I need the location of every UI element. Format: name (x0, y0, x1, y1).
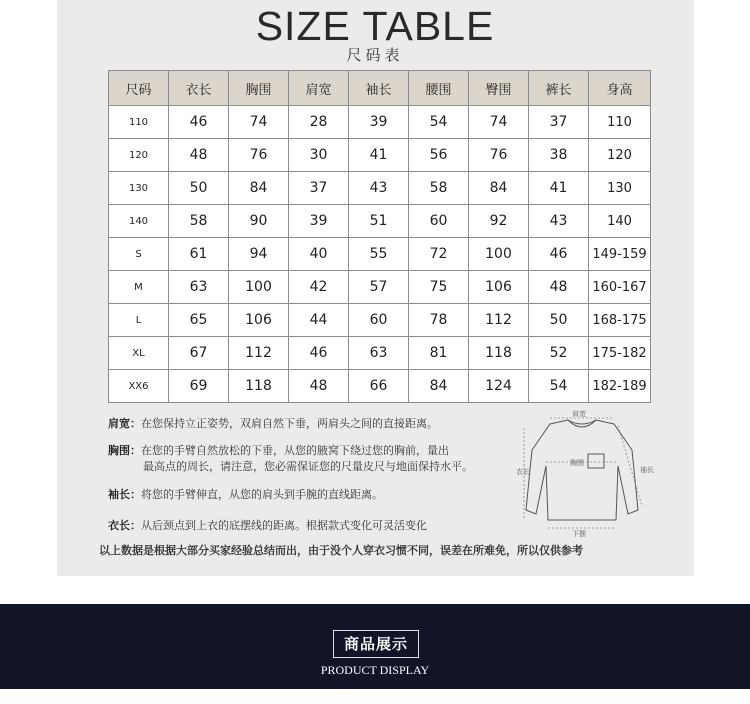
disclaimer-text: 以上数据是根据大部分买家经验总结而出，由于没个人穿衣习惯不同，误差在所难免，所以仅供参考 (99, 544, 583, 557)
shoulder-measure-label: 肩宽 (572, 410, 586, 418)
length-measure-label: 衣长 (516, 468, 530, 476)
measure-cell: 66 (349, 370, 409, 403)
measure-cell: 130 (589, 172, 651, 205)
measure-cell: 160-167 (589, 271, 651, 304)
measure-cell: 112 (229, 337, 289, 370)
measure-cell: 67 (169, 337, 229, 370)
measure-cell: 48 (169, 139, 229, 172)
measure-cell: 60 (409, 205, 469, 238)
column-header: 衣长 (169, 71, 229, 106)
measure-cell: 55 (349, 238, 409, 271)
measure-cell: 72 (409, 238, 469, 271)
measure-cell: 76 (469, 139, 529, 172)
table-header-row (109, 71, 651, 106)
size-cell: 110 (109, 106, 169, 139)
measure-cell: 39 (289, 205, 349, 238)
note-text: 在您保持立正姿势，双肩自然下垂，两肩头之间的直接距离。 (141, 417, 438, 430)
measure-cell: 65 (169, 304, 229, 337)
measure-cell: 41 (349, 139, 409, 172)
measure-cell: 58 (169, 205, 229, 238)
chest-measure-label: 胸围 (570, 459, 584, 467)
column-header: 尺码 (109, 71, 169, 106)
measure-cell: 120 (589, 139, 651, 172)
measure-cell: 46 (169, 106, 229, 139)
measure-cell: 43 (529, 205, 589, 238)
table-row (109, 370, 651, 403)
measure-cell: 84 (409, 370, 469, 403)
size-cell: M (109, 271, 169, 304)
table-row (109, 139, 651, 172)
sweater-outline-icon (526, 420, 638, 520)
size-cell: 140 (109, 205, 169, 238)
size-cell: S (109, 238, 169, 271)
column-header: 裤长 (529, 71, 589, 106)
measure-cell: 37 (289, 172, 349, 205)
size-cell: 130 (109, 172, 169, 205)
measure-cell: 38 (529, 139, 589, 172)
note-length (108, 518, 427, 534)
measure-cell: 100 (229, 271, 289, 304)
measure-cell: 84 (229, 172, 289, 205)
measure-cell: 46 (289, 337, 349, 370)
size-cell: XL (109, 337, 169, 370)
page-subtitle: 尺码表 (346, 46, 404, 64)
table-row (109, 106, 651, 139)
measure-cell: 110 (589, 106, 651, 139)
measure-cell: 44 (289, 304, 349, 337)
measure-cell: 58 (409, 172, 469, 205)
table-row (109, 271, 651, 304)
column-header: 腰围 (409, 71, 469, 106)
measure-cell: 54 (409, 106, 469, 139)
measure-cell: 63 (349, 337, 409, 370)
size-cell: XX6 (109, 370, 169, 403)
sweater-pocket-icon (588, 454, 604, 468)
table-row (109, 238, 651, 271)
measure-cell: 56 (409, 139, 469, 172)
measure-cell: 43 (349, 172, 409, 205)
measure-cell: 81 (409, 337, 469, 370)
measure-cell: 112 (469, 304, 529, 337)
note-text: 在您的手臂自然放松的下垂，从您的腋窝下绕过您的胸前，量出 (141, 444, 449, 457)
measure-cell: 140 (589, 205, 651, 238)
note-shoulder (108, 416, 438, 432)
column-header: 肩宽 (289, 71, 349, 106)
column-header: 臀围 (469, 71, 529, 106)
column-header: 袖长 (349, 71, 409, 106)
measure-cell: 74 (229, 106, 289, 139)
measure-cell: 61 (169, 238, 229, 271)
measure-cell: 39 (349, 106, 409, 139)
measure-cell: 74 (469, 106, 529, 139)
sweater-measurement-diagram (510, 410, 655, 538)
measure-cell: 118 (469, 337, 529, 370)
measure-cell: 30 (289, 139, 349, 172)
column-header: 胸围 (229, 71, 289, 106)
banner-subtitle: PRODUCT DISPLAY (320, 663, 430, 677)
measure-cell: 84 (469, 172, 529, 205)
measure-cell: 76 (229, 139, 289, 172)
sleeve-measure-label: 袖长 (640, 466, 654, 474)
table-row (109, 304, 651, 337)
table-row (109, 337, 651, 370)
measure-cell: 46 (529, 238, 589, 271)
measure-cell: 54 (529, 370, 589, 403)
measure-cell: 182-189 (589, 370, 651, 403)
size-table (108, 70, 651, 403)
size-cell: 120 (109, 139, 169, 172)
note-label: 衣长： (108, 519, 141, 532)
table-body (109, 106, 651, 403)
measure-cell: 50 (169, 172, 229, 205)
measure-cell: 69 (169, 370, 229, 403)
measure-cell: 28 (289, 106, 349, 139)
measure-cell: 41 (529, 172, 589, 205)
note-chest (108, 443, 473, 475)
note-text: 将您的手臂伸直，从您的肩头到手腕的直线距离。 (141, 488, 383, 501)
measure-cell: 40 (289, 238, 349, 271)
note-label: 胸围： (108, 444, 141, 457)
note-label: 肩宽： (108, 417, 141, 430)
measure-cell: 118 (229, 370, 289, 403)
column-header: 身高 (589, 71, 651, 106)
measure-cell: 100 (469, 238, 529, 271)
sleeve-measure-line (618, 426, 642, 506)
measure-cell: 48 (289, 370, 349, 403)
measure-cell: 57 (349, 271, 409, 304)
measure-cell: 78 (409, 304, 469, 337)
measure-cell: 51 (349, 205, 409, 238)
measure-cell: 60 (349, 304, 409, 337)
banner-title: 商品展示 (333, 630, 419, 658)
page-title: SIZE TABLE (255, 3, 495, 49)
note-text: 最高点的周长，请注意，您必需保证您的尺量皮尺与地面保持水平。 (143, 460, 473, 473)
table-row (109, 172, 651, 205)
measure-cell: 106 (229, 304, 289, 337)
note-sleeve (108, 487, 383, 503)
note-label: 袖长： (108, 488, 141, 501)
note-text: 从后颈点到上衣的底摆线的距离。根据款式变化可灵活变化 (141, 519, 427, 532)
size-cell: L (109, 304, 169, 337)
measure-cell: 94 (229, 238, 289, 271)
measure-cell: 48 (529, 271, 589, 304)
hem-measure-label: 下摆 (572, 530, 586, 538)
measure-cell: 168-175 (589, 304, 651, 337)
measure-cell: 92 (469, 205, 529, 238)
measure-cell: 50 (529, 304, 589, 337)
measure-cell: 106 (469, 271, 529, 304)
measure-cell: 149-159 (589, 238, 651, 271)
measure-cell: 124 (469, 370, 529, 403)
measure-cell: 63 (169, 271, 229, 304)
measure-cell: 75 (409, 271, 469, 304)
measure-cell: 90 (229, 205, 289, 238)
table-row (109, 205, 651, 238)
measure-cell: 52 (529, 337, 589, 370)
measure-cell: 37 (529, 106, 589, 139)
measure-cell: 175-182 (589, 337, 651, 370)
measure-cell: 42 (289, 271, 349, 304)
